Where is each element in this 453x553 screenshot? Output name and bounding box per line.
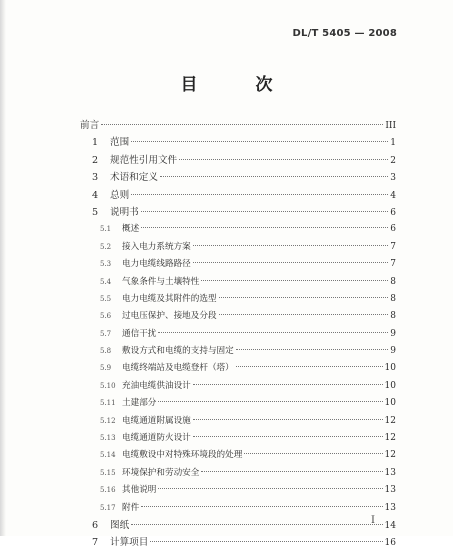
toc-entry[interactable]	[80, 534, 396, 551]
dot-leader	[141, 211, 388, 212]
toc-entry-number: 5.7	[100, 329, 112, 338]
toc-entry-page: 7	[390, 241, 396, 252]
toc-entry-page: 14	[384, 520, 396, 531]
toc-entry[interactable]	[80, 500, 396, 517]
toc-entry-page: 6	[390, 207, 396, 218]
dot-leader	[179, 159, 388, 160]
toc-entry-label: 范围	[110, 137, 130, 149]
dot-leader	[201, 280, 388, 281]
toc-entry-number: 1	[92, 137, 99, 149]
toc-entry[interactable]	[80, 291, 396, 308]
toc-entry-number: 5.3	[100, 260, 112, 269]
toc-entry-label: 电缆通道附属设施	[122, 415, 191, 426]
dot-leader	[101, 124, 383, 125]
toc-entry-page: 12	[384, 415, 396, 426]
toc-entry-label: 电缆终端站及电缆登杆（塔）	[122, 363, 234, 374]
toc-entry-page: 8	[390, 311, 396, 322]
toc-entry-number: 5.12	[100, 416, 116, 425]
toc-entry-label: 气象条件与土壤特性	[122, 276, 200, 287]
dot-leader	[150, 541, 382, 542]
toc-entry-number: 5	[92, 206, 99, 218]
toc-entry-label: 规范性引用文件	[110, 154, 178, 166]
toc-entry-number: 5.10	[100, 381, 116, 390]
toc-entry-label: 说明书	[110, 206, 139, 218]
toc-entry[interactable]	[80, 430, 396, 447]
dot-leader	[193, 436, 383, 437]
toc-entry-page: 1	[390, 138, 396, 149]
toc-entry-page: 13	[384, 485, 396, 496]
toc-entry-number: 7	[92, 537, 99, 549]
toc-entry[interactable]	[80, 517, 396, 534]
toc-entry[interactable]	[80, 169, 396, 186]
toc-entry[interactable]	[80, 221, 396, 238]
toc-entry-label: 过电压保护、接地及分段	[122, 311, 217, 322]
dot-leader	[158, 332, 388, 333]
dot-leader	[158, 401, 382, 402]
toc-entry-number: 6	[92, 519, 99, 531]
toc-entry-page: 6	[390, 224, 396, 235]
toc-entry[interactable]	[80, 395, 396, 412]
toc-entry[interactable]	[80, 239, 396, 256]
toc-entry-label: 附件	[122, 502, 140, 513]
toc-entry-number: 5.17	[100, 503, 116, 512]
toc-entry-number: 3	[92, 172, 99, 184]
toc-entry-label: 电缆敷设中对特殊环境段的处理	[122, 450, 243, 461]
toc-entry[interactable]	[80, 343, 396, 360]
dot-leader	[158, 488, 382, 489]
toc-entry-number: 5.4	[100, 277, 112, 286]
toc-entry-label: 概述	[122, 224, 140, 235]
toc-entry-page: 10	[384, 380, 396, 391]
dot-leader	[193, 419, 383, 420]
dot-leader	[131, 141, 388, 142]
toc-entry-label: 术语和定义	[110, 172, 158, 184]
page-title: 目 次	[180, 75, 299, 95]
toc-entry[interactable]	[80, 482, 396, 499]
toc-entry-page: 16	[384, 538, 396, 549]
dot-leader	[219, 314, 389, 315]
dot-leader	[219, 297, 389, 298]
toc-entry-label: 图纸	[110, 519, 130, 531]
dot-leader	[193, 262, 389, 263]
dot-leader	[244, 453, 382, 454]
toc-entry-number: 2	[92, 154, 99, 166]
dot-leader	[160, 176, 388, 177]
toc-entry-label: 通信干扰	[122, 328, 157, 339]
toc-entry-page: 8	[390, 293, 396, 304]
toc-entry[interactable]	[80, 360, 396, 377]
toc-entry[interactable]	[80, 326, 396, 343]
toc-entry-label: 电力电缆线路路径	[122, 259, 191, 270]
toc-entry-page: 9	[390, 346, 396, 357]
toc-entry-number: 5.15	[100, 468, 116, 477]
dot-leader	[201, 471, 382, 472]
toc-entry[interactable]	[80, 447, 396, 464]
dot-leader	[193, 384, 383, 385]
toc-entry-label: 其他说明	[122, 485, 157, 496]
toc-entry-page: 8	[390, 276, 396, 287]
toc-entry-number: 5.5	[100, 294, 112, 303]
toc-entry[interactable]	[80, 256, 396, 273]
toc-entry-page: 3	[390, 173, 396, 184]
toc-entry[interactable]	[80, 465, 396, 482]
toc-entry[interactable]	[80, 308, 396, 325]
toc-entry-page: 12	[384, 450, 396, 461]
toc-entry-page: 13	[384, 467, 396, 478]
toc-entry[interactable]	[80, 204, 396, 221]
toc-entry-number: 5.1	[100, 225, 112, 234]
toc-entry-page: 10	[384, 398, 396, 409]
toc-entry-label: 电缆通道防火设计	[122, 433, 191, 444]
toc-entry-number: 5.9	[100, 364, 112, 373]
toc-entry-label: 计算项目	[110, 537, 149, 549]
toc-entry[interactable]	[80, 378, 396, 395]
toc-entry-page: 7	[390, 259, 396, 270]
toc-entry-label: 总则	[110, 189, 130, 201]
toc-entry-label: 接入电力系统方案	[122, 241, 191, 252]
toc-entry-page: III	[385, 121, 396, 131]
toc-entry-page: 12	[384, 433, 396, 444]
toc-entry-page: 13	[384, 502, 396, 513]
toc-entry-number: 5.13	[100, 434, 116, 443]
toc-entry-label: 土建部分	[122, 398, 157, 409]
toc-entry-page: 9	[390, 328, 396, 339]
toc-entry-number: 5.11	[100, 399, 116, 408]
toc-entry-label: 环境保护和劳动安全	[122, 467, 200, 478]
page-number: I	[371, 515, 375, 526]
dot-leader	[141, 506, 382, 507]
dot-leader	[141, 227, 388, 228]
dot-leader	[131, 524, 382, 525]
toc-entry-label: 充油电缆供油设计	[122, 380, 191, 391]
toc-entry-number: 5.8	[100, 347, 112, 356]
toc-entry-label: 电力电缆及其附件的选型	[122, 293, 217, 304]
toc-entry[interactable]	[80, 274, 396, 291]
dot-leader	[193, 245, 389, 246]
toc-entry-label: 敷设方式和电缆的支持与固定	[122, 346, 234, 357]
toc-entry-number: 5.2	[100, 242, 112, 251]
toc-entry[interactable]	[80, 134, 396, 151]
toc-entry-number: 5.14	[100, 451, 116, 460]
dot-leader	[236, 349, 389, 350]
toc-entry[interactable]	[80, 187, 396, 204]
toc-entry[interactable]	[80, 152, 396, 169]
toc-entry[interactable]	[80, 413, 396, 430]
standard-code: DL/T 5405 — 2008	[292, 28, 397, 39]
toc-entry-page: 4	[390, 190, 396, 201]
table-of-contents	[80, 117, 396, 552]
dot-leader	[131, 194, 388, 195]
toc-entry-number: 5.16	[100, 486, 116, 495]
toc-entry-number: 5.6	[100, 312, 112, 321]
dot-leader	[236, 366, 383, 367]
toc-entry-page: 10	[384, 363, 396, 374]
toc-entry[interactable]	[80, 117, 396, 134]
toc-entry-page: 2	[390, 155, 396, 166]
toc-entry-label: 前言	[80, 120, 100, 131]
toc-entry-number: 4	[92, 189, 99, 201]
